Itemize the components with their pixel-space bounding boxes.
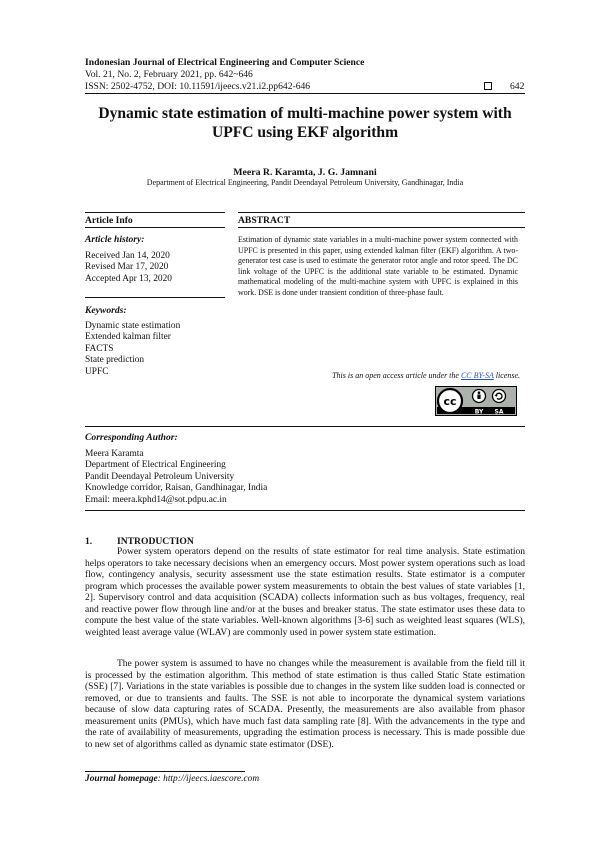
paper-title: Dynamic state estimation of multi-machine power system with UPFC using EKF algorithm [98,105,512,141]
page-number: 642 [510,81,525,92]
keywords-list [85,321,180,378]
affiliation: Department of Electrical Engineering, Pandit Deendayal Petroleum University, Gandhinagar, India [146,178,464,187]
badge-by-text: BY [474,408,484,416]
info-bottom-rule [85,510,525,511]
section-heading-introduction [85,536,194,547]
corresponding-department: Department of Electrical Engineering [85,460,226,471]
journal-name: Indonesian Journal of Electrical Engineering and Computer Science [85,57,365,68]
keywords-rule [85,297,225,298]
article-history-heading: Article history: [85,234,145,245]
corresponding-email[interactable]: Email: meera.kphd14@sot.pdpu.ac.in [85,494,227,505]
abstract-text: Estimation of dynamic state variables in a multi-machine power system connected with UPFC is presented in this paper, using extended kalman filter (EKF) algorithm. A two-generator test case is used to estimate the generator rotor angle and rotor speed. The DC link voltage of the UPFC is the additional state variable to be estimated. Dynamic mathematical modeling of the multi-machine system with UPFC is explained in this work. DSE is done under transient condition of three-phase fault. [238,235,518,297]
abstract-top-rule [238,212,525,213]
abstract-heading-rule [238,227,525,228]
article-info-heading: Article Info [85,215,133,226]
license-suffix: license. [493,371,520,380]
keyword: State prediction [85,355,145,366]
corresponding-heading: Corresponding Author: [85,432,178,443]
license-prefix: This is an open access article under the [332,371,461,380]
corresponding-rule [85,426,525,427]
cc-by-sa-badge-icon[interactable] [435,386,517,416]
license-line [238,371,520,380]
keyword: FACTS [85,343,114,354]
section-title: INTRODUCTION [117,536,194,547]
article-info-top-rule [85,212,225,213]
abstract-heading: ABSTRACT [238,215,291,226]
cc-by-sa-link[interactable]: CC BY-SA [460,371,494,380]
square-icon [484,82,492,90]
history-revised: Revised Mar 17, 2020 [85,262,169,273]
badge-sa-text: SA [494,408,504,416]
footer-divider [85,771,245,772]
badge-cc-text: cc [443,395,457,408]
volume-line: Vol. 21, No. 2, February 2021, pp. 642~646 [85,69,253,80]
homepage-url[interactable]: : http://ijeecs.iaescore.com [157,774,260,784]
authors: Meera R. Karamta, J. G. Jamnani [233,167,377,178]
homepage-label: Journal homepage [85,774,158,784]
keyword: Extended kalman filter [85,332,171,343]
article-info-heading-rule [85,227,225,228]
keywords-heading: Keywords: [85,305,127,316]
article-history-list [85,251,172,285]
history-received: Received Jan 14, 2020 [85,251,170,261]
corresponding-university: Pandit Deendayal Petroleum University [85,471,235,482]
section-number: 1. [85,536,93,547]
journal-homepage [85,774,259,784]
intro-paragraph-2: The power system is assumed to have no changes while the measurement is available from the field till it is processed by the estimation algorithm. This method of state estimation is thus called Static State estimation (SSE) [7]. Variations in the state variables is possible due to changes in the system like sudden load is connected or removed, or due to transients and faults. The SSE is not able to incorporate the dynamical system variations because of slow data capturing rates of SCADA. Presently, the measurements are also available from phasor measurement units (PMUs), which have much fast data sampling rate [8]. With the advancements in the type and the rate of availability of measurements, upgrading the estimation process is necessary. This is made possible due to new set of algorithms called as dynamic state estimator (DSE). [85,659,525,750]
keyword: Dynamic state estimation [85,321,181,331]
keyword: UPFC [85,366,109,377]
corresponding-name: Meera Karamta [85,449,144,459]
corresponding-address: Knowledge corridor, Raisan, Gandhinagar, India [85,483,268,494]
corresponding-details [85,449,267,506]
issn-doi-line: ISSN: 2502-4752, DOI: 10.11591/ijeecs.v21.i2.pp642-646 [85,81,311,92]
history-accepted: Accepted Apr 13, 2020 [85,273,172,284]
header-divider [85,93,525,94]
intro-paragraph-1: Power system operators depend on the results of state estimator for real time analysis. State estimation helps operators to take necessary decisions when an emergency occurs. Most power system operations such as load flow, contingency analysis, security assessment use the state estimation results. State estimator is a computer program which processes the available power system measurements to obtain the best values of state variables [1, 2]. Supervisory control and data acquisition (SCADA) collects information such as bus voltages, frequency, real and reactive power flow through line and/or at the buses and breaker status. The state estimator uses these data to compute the best value of the state variables. Well-known algorithms [3-6] such as weighted least squares (WLS), weighted least average value (WLAV) are commonly used in power system state estimation. [85,547,525,638]
